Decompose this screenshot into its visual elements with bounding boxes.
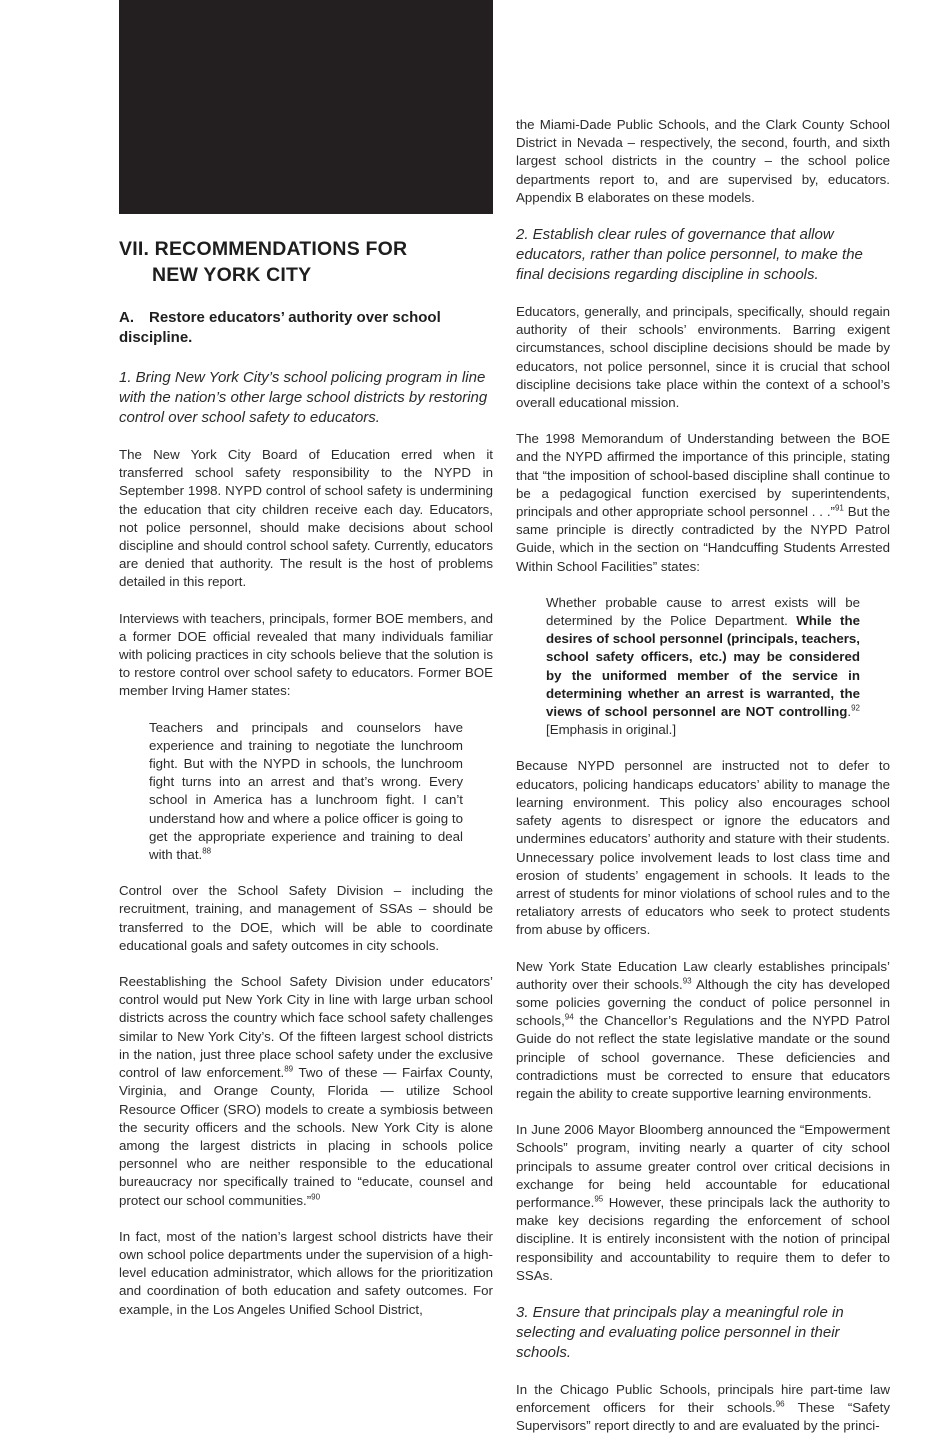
footnote-ref: 92	[851, 703, 860, 713]
footnote-ref: 96	[775, 1399, 785, 1409]
quote-note: [Emphasis in original.]	[546, 722, 677, 738]
paragraph: The New York City Board of Education erred when it transferred school safety responsibility to the NYPD in September 1998. NYPD control of school safety is undermining the education that city children receive each day. Educators, not police personnel, should make decisions about school discipline and should control school safety. Currently, educators are denied that authority. The result is the host of problems detailed in this report.	[119, 447, 493, 590]
left-column	[119, 0, 493, 1337]
paragraph-text: But the same principle is directly contradicted by the NYPD Patrol Guide, which in the section on “Handcuffing Students Arrested Within School Facilities” states:	[516, 504, 890, 574]
paragraph-text: Two of these — Fairfax County, Virginia, and Orange County, Florida — utilize School Resource Officer (SRO) models to create a symbiosis between the security officers and the schools. New York City is alone among the largest districts in placing in schools police personnel who are neither responsible to the educational bureaucracy nor specifically trained to “educate, counsel and protect our school communities.”	[119, 1065, 494, 1208]
subheading-text: Restore educators’ authority over school discipline.	[119, 309, 441, 346]
quote-text: Whether probable cause to arrest exists will be determined by the Police Department.	[546, 594, 860, 629]
right-column	[516, 116, 890, 1454]
block-quote-patrol-guide: Whether probable cause to arrest exists will be determined by the Police Department. While the desires of school personnel (principals, teachers, school safety officers, etc.) may be considered by the uniformed member of the service in determining whether an arrest is warranted, the views of school personnel are NOT controlling.$^{92}$ [Emphasis in original.]	[546, 594, 860, 738]
footnote-ref: 94	[564, 1012, 574, 1022]
quote-text: Teachers and principals and counselors have experience and training to negotiate the lunchroom fight. But with the NYPD in schools, the lunchroom fight turns into an arrest and that’s wrong. Every school in America has a lunchroom fight. I can’t understand how and where a police officer is going to get the appropriate experience and training to deal with that.	[149, 719, 463, 863]
paragraph-text: These “Safety Supervisors” report directly to and are evaluated by the princi-	[516, 1400, 890, 1434]
footnote-ref: 89	[284, 1064, 294, 1074]
paragraph	[516, 430, 890, 576]
footnote-ref: 91	[834, 503, 844, 513]
paragraph-text: In the Chicago Public Schools, principals hire part-time law enforcement officers for their schools.	[516, 1381, 890, 1416]
footnote-ref: 90	[311, 1192, 321, 1202]
paragraph	[516, 1121, 890, 1285]
paragraph-text: However, these principals lack the authority to make key decisions regarding the enforcement of school discipline. It is entirely inconsistent with the notion of principal responsibility and accountability to require them to defer to SSAs.	[516, 1194, 890, 1283]
recommendation-3-heading: 3. Ensure that principals play a meaningful role in selecting and evaluating police personnel in their schools.	[516, 1303, 844, 1361]
section-title	[119, 236, 493, 288]
recommendation-1-heading: 1. Bring New York City’s school policing program in line with the nation’s other large school districts by restoring control over school safety to educators.	[119, 369, 488, 426]
paragraph-text: The 1998 Memorandum of Understanding between the BOE and the NYPD affirmed the importance of this principle, stating that “the imposition of school-based discipline shall continue to be a pedagogical function exercised by superintendents, principals and other appropriate school personnel . . .”	[516, 431, 890, 520]
footnote-ref: 93	[682, 976, 692, 986]
footnote-ref: 88	[202, 846, 212, 856]
paragraph: Interviews with teachers, principals, former BOE members, and a former DOE official revealed that many individuals familiar with policing practices in city schools believe that the solution is to restore control over school safety to educators. Former BOE member Irving Hamer states:	[119, 610, 493, 699]
paragraph-text: In June 2006 Mayor Bloomberg announced the “Empowerment Schools” program, inviting nearly a quarter of city school principals to assume greater control over critical decisions in exchange for being held accountable for educational performance.	[516, 1122, 890, 1210]
section-title-line2: NEW YORK CITY	[152, 264, 312, 286]
subheading-a	[119, 308, 493, 348]
quote-emphasis: While the desires of school personnel (principals, teachers, school safety officers, etc.) may be considered by the uniformed member of the service in determining whether an arrest is warranted, the views of school personnel are NOT controlling	[546, 613, 860, 720]
subheading-label: A.	[119, 309, 134, 326]
block-quote-hamer	[119, 719, 493, 865]
paragraph: In fact, most of the nation’s largest school districts have their own school police departments under the supervision of a high-level education administrator, which allows for the prioritization and coordination of both education and safety outcomes. For example, in the Los Angeles Unified School District,	[119, 1228, 493, 1317]
paragraph	[516, 1381, 890, 1436]
paragraph-text: the Chancellor’s Regulations and the NYPD Patrol Guide do not reflect the state legislative mandate or the sound principle of school governance. These deficiencies and contradictions must be corrected to ensure that educators regain the ability to create supportive learning environments.	[516, 1013, 890, 1101]
section-title-line1: VII. RECOMMENDATIONS FOR	[119, 238, 408, 260]
paragraph: the Miami-Dade Public Schools, and the Clark County School District in Nevada – respectively, the second, fourth, and sixth largest school districts in the country – the school police departments report to, and are supervised by, educators. Appendix B elaborates on these models.	[516, 117, 890, 205]
black-image-block	[119, 0, 493, 214]
footnote-ref: 95	[594, 1194, 604, 1204]
paragraph	[516, 958, 890, 1104]
paragraph: Control over the School Safety Division – including the recruitment, training, and management of SSAs – should be transferred to the DOE, which will be able to coordinate educational goals and safety outcomes in city schools.	[119, 883, 493, 953]
recommendation-2-heading: 2. Establish clear rules of governance that allow educators, rather than police personnel, to make the final decisions regarding discipline in schools.	[516, 226, 863, 284]
paragraph: Educators, generally, and principals, specifically, should regain authority of their schools’ environments. Barring exigent circumstances, school discipline decisions should be made by educators, not police personnel, since it is crucial that school discipline decisions take place within the context of a school’s overall educational mission.	[516, 304, 890, 411]
paragraph	[119, 973, 493, 1210]
paragraph: Because NYPD personnel are instructed not to defer to educators, policing handicaps educators’ ability to manage the learning environment. This policy also encourages school safety agents to disrespect or ignore the educators and undermines educators’ authority and stature with their students. Unnecessary police involvement leads to lost class time and erosion of students’ engagement in schools. It leads to the arrest of students for minor violations of school rules and to the retaliatory arrests of educators who seek to protect students from abuse by officers.	[516, 758, 890, 938]
paragraph-text: Although the city has developed some policies governing the conduct of police personnel in schools,	[516, 976, 890, 1029]
paragraph-text: Reestablishing the School Safety Division under educators’ control would put New York City in line with large urban school districts across the country which face school safety challenges similar to New York City’s. Of the fifteen largest school districts in the nation, just three place school safety under the exclusive control of law enforcement.	[119, 974, 493, 1081]
paragraph-text: New York State Education Law clearly establishes principals’ authority over their schools.	[516, 958, 890, 992]
